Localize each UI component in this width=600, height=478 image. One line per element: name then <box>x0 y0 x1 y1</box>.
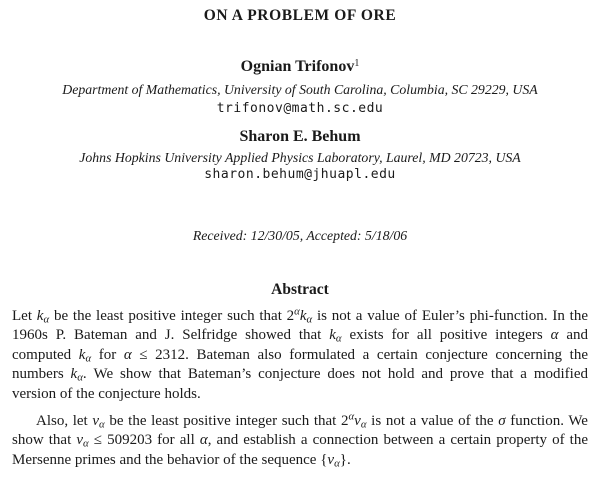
text-run: ≤ 2312. Bateman also formulated a certain conjecture concerning the numbers <box>12 346 588 383</box>
text-run: Let <box>12 308 37 324</box>
math-symbol: α <box>85 352 92 365</box>
math-symbol: α <box>334 457 340 470</box>
author-affiliation: Department of Mathematics, University of South Carolina, Columbia, SC 29229, USA <box>62 82 538 97</box>
author-email: trifonov@math.sc.edu <box>216 101 384 116</box>
text-run: Also, let <box>36 413 93 430</box>
author-name-text: Ognian Trifonov <box>240 58 355 75</box>
received-accepted-line: Received: 12/30/05, Accepted: 5/18/06 <box>192 228 408 243</box>
math-symbol: α <box>199 432 208 449</box>
math-symbol: v <box>327 451 335 468</box>
text-run: be the least positive integer such that 2 <box>104 413 349 430</box>
math-symbol: α <box>335 333 342 346</box>
text-run: , and establish a connection between a certain property of the Mersenne primes and the behavior of the sequence { <box>12 432 589 468</box>
text-run: function. We show that <box>12 413 588 449</box>
math-symbol: α <box>294 305 300 318</box>
author-name-text: Sharon E. Behum <box>239 128 361 145</box>
abstract-heading: Abstract <box>271 281 329 298</box>
math-symbol: v <box>354 413 361 430</box>
math-symbol: α <box>348 410 355 423</box>
paper-title: ON A PROBLEM OF ORE <box>203 7 397 24</box>
text-run: exists for all positive integers <box>341 327 551 344</box>
math-symbol: k <box>329 327 336 344</box>
text-run: ≤ 509203 for all <box>88 432 200 449</box>
author-name <box>0 127 600 146</box>
math-symbol: k <box>70 366 78 383</box>
author-block-trifonov <box>0 57 600 116</box>
math-symbol: α <box>83 438 89 451</box>
math-symbol: α <box>99 418 105 431</box>
text-run: . We show that Bateman’s conjecture does not hold and prove that a modified version of the conjecture holds. <box>12 366 588 402</box>
math-symbol: α <box>360 418 367 431</box>
math-symbol: v <box>76 432 84 449</box>
math-symbol: α <box>306 313 313 326</box>
math-symbol: σ <box>498 413 506 430</box>
math-symbol: α <box>43 313 50 326</box>
author-footnote-mark: 1 <box>354 58 360 69</box>
author-name <box>0 57 600 76</box>
math-symbol: α <box>77 371 83 384</box>
author-affiliation: Johns Hopkins University Applied Physics Laboratory, Laurel, MD 20723, USA <box>79 150 521 165</box>
text-run: for <box>91 346 124 363</box>
text-run: is not a value of the <box>366 413 499 430</box>
math-symbol: k <box>78 346 86 363</box>
math-symbol: k <box>299 308 307 324</box>
paper-page <box>0 6 600 478</box>
text-run: }. <box>339 451 351 468</box>
text-run: be the least positive integer such that 2 <box>49 308 295 324</box>
math-symbol: v <box>92 413 100 430</box>
text-run: and computed <box>12 327 588 363</box>
math-symbol: α <box>550 327 559 344</box>
math-symbol: α <box>123 346 132 363</box>
author-email: sharon.behum@jhuapl.edu <box>204 167 396 182</box>
abstract-paragraph-2 <box>12 412 588 470</box>
math-symbol: k <box>36 308 44 324</box>
author-block-behum <box>0 127 600 182</box>
abstract-paragraph-1 <box>12 307 588 404</box>
text-run: is not a value of Euler’s phi-function. In the 1960s P. Bateman and J. Selfridge showed that <box>12 308 588 344</box>
